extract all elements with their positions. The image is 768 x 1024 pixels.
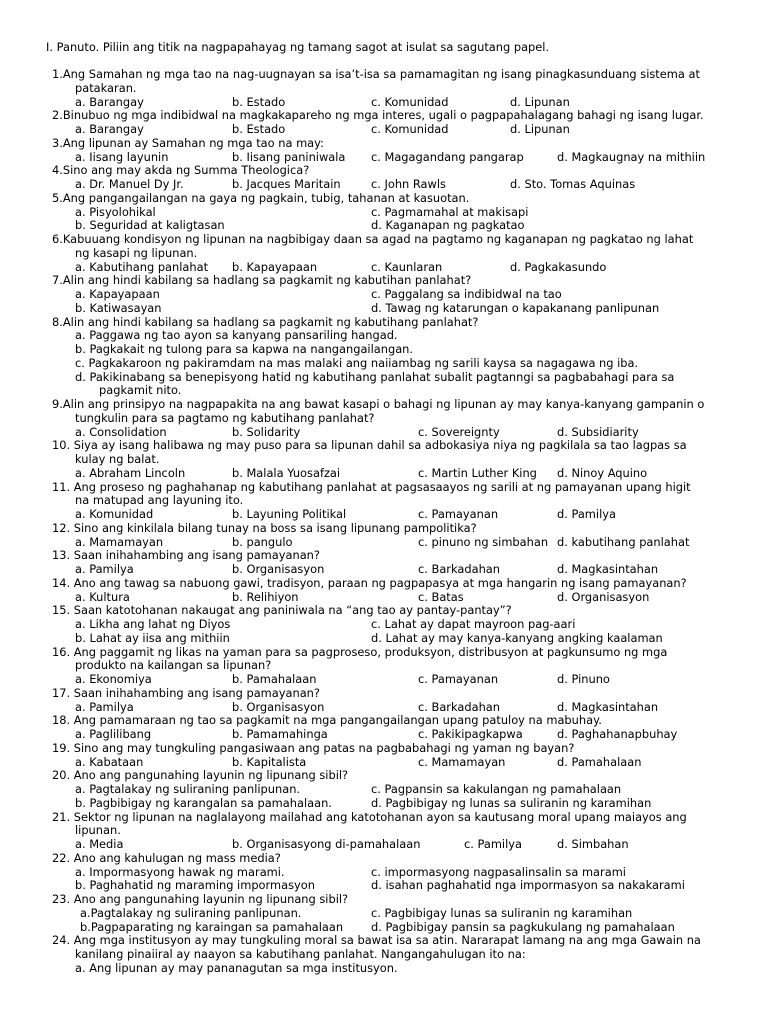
answer-option: d. Pagbibigay ng lunas sa suliranin ng karamihan [371,795,652,810]
answer-option: d. Pinuno [557,672,610,686]
answer-option: d. Magkaugnay na mithiin [557,149,706,164]
answer-option: b. Pamahalaan [232,672,317,686]
answer-option: c. Komunidad [371,122,449,136]
question-text: lipunan. [75,823,121,838]
answer-option: d. Magkasintahan [557,699,659,714]
answer-option: c. Pamilya [464,837,522,851]
question-text: 6.Kabuuang kondisyon ng lipunan na nagbibigay daan sa agad na pagtamo ng kaganapan ng pagkatao ng lahat [52,232,694,246]
question-text: 21. Sektor ng lipunan na naglalayong mailahad ang katotohanan ayon sa kautusang moral upang maiayos ang [52,809,687,824]
answer-option: a. Likha ang lahat ng Diyos [75,617,231,631]
answer-option: pagkamit nito. [99,383,182,398]
answer-option: b. Layuning Politikal [232,507,347,521]
answer-option: c. Pagpansin sa kakulangan ng pamahalaan [371,782,622,796]
answer-option: c. Barkadahan [418,699,500,714]
answer-option: c. Magagandang pangarap [371,149,524,164]
answer-option: d. Organisasyon [557,589,650,604]
answer-option: c. Pagbibigay lunas sa suliranin ng karamihan [371,905,633,920]
answer-option: b.Pagpaparating ng karaingan sa pamahalaan [80,919,344,934]
answer-option: a. Abraham Lincoln [75,465,186,480]
answer-option: d. Pagbibigay pansin sa pagkukulang ng pamahalaan [371,919,675,934]
question-text: na matupad ang layuning ito. [75,493,244,508]
question-text: kanilang pinaiiral ay naayon sa kabutihang panlahat. Nangangahulugan ito na: [75,947,526,961]
answer-option: b. Jacques Maritain [232,177,341,191]
answer-option: a. Komunidad [75,507,154,521]
answer-option: d. Ninoy Aquino [557,465,648,480]
answer-option: b. Kapitalista [232,754,307,769]
answer-option: b. Estado [232,94,286,109]
answer-option: b. Katiwasayan [75,300,162,315]
answer-option: c. pinuno ng simbahan [418,534,549,549]
answer-option: c. Sovereignty [418,424,500,439]
answer-option: a. Media [75,837,124,851]
answer-option: c. Martin Luther King [418,465,537,480]
question-text: tungkulin para sa pagtamo ng kabutihang panlahat? [75,410,375,425]
answer-option: b. Pagbibigay ng karangalan sa pamahalaan. [75,795,332,810]
question-text: 11. Ang proseso ng paghahanap ng kabutihang panlahat at pagsasaayos ng sarili at ng pamayanan upang higit [52,479,691,494]
question-text: kulay ng balat. [75,452,160,466]
question-text: 2.Binubuo ng mga indibidwal na magkakapareho ng mga interes, ugali o pagpapahalagang bahagi ng isang lugar. [52,108,704,123]
answer-option: a. Paggawa ng tao ayon sa kanyang pansariling hangad. [75,328,398,343]
question-text: 12. Sino ang kinkilala bilang tunay na boss sa isang lipunang pampolitika? [52,520,477,535]
answer-option: a. Mamamayan [75,534,164,549]
question-text: 5.Ang pangangailangan na gaya ng pagkain, tubig, tahanan at kasuotan. [52,190,470,205]
answer-option: a. Paglilibang [75,727,152,741]
answer-option: a.Pagtalakay ng suliraning panlipunan. [80,905,302,920]
answer-option: b. Seguridad at kaligtasan [75,218,225,233]
instructions-header: I. Panuto. Piliin ang titik na nagpapahayag ng tamang sagot at isulat sa sagutang papel. [46,40,550,54]
answer-option: b. Organisasyon [232,699,325,714]
answer-option: a. Pisyolohikal [75,204,156,219]
answer-option: a. Kabataan [75,754,144,769]
question-text: 24. Ang mga institusyon ay may tungkuling moral sa bawat isa sa atin. Nararapat lamang na ang mga Gawain na [52,933,701,948]
answer-option: a. Consolidation [75,424,167,439]
answer-option: b. pangulo [232,534,293,549]
answer-option: a. Iisang layunin [75,149,169,164]
answer-option: d. Kaganapan ng pagkatao [371,218,525,233]
answer-option: b. Pamamahinga [232,727,328,741]
answer-option: a. Kapayapaan [75,287,160,301]
answer-option: b. Solidarity [232,424,301,439]
answer-option: d. kabutihang panlahat [557,534,690,549]
question-text: produkto na kailangan sa lipunan? [75,658,272,673]
answer-option: d. Subsidiarity [557,424,639,439]
answer-option: a. Pamilya [75,699,134,714]
answer-option: d. Magkasintahan [557,562,659,576]
question-text: 17. Saan inihahambing ang isang pamayanan? [52,685,320,700]
answer-option: b. Relihiyon [232,589,299,604]
answer-option: d. Paghahanapbuhay [557,727,678,741]
answer-option: d. isahan paghahatid nga impormasyon sa nakakarami [371,878,685,893]
answer-option: b. Malala Yuosafzai [232,465,341,480]
answer-option: c. Kaunlaran [371,259,443,274]
answer-option: d. Lahat ay may kanya-kanyang angking kaalaman [371,630,663,645]
answer-option: d. Sto. Tomas Aquinas [510,177,636,191]
answer-option: d. Pakikinabang sa benepisyong hatid ng kabutihang panlahat subalit pagtanngi sa pagbabahagi para sa [75,369,675,384]
answer-option: c. John Rawls [371,177,446,191]
answer-option: b. Lahat ay iisa ang mithiin [75,630,230,645]
answer-option: a. Impormasyong hawak ng marami. [75,864,285,879]
answer-option: a. Ekonomiya [75,672,152,686]
answer-option: c. Pakikipagkapwa [418,727,523,741]
question-text: 8.Alin ang hindi kabilang sa hadlang sa pagkamit ng kabutihang panlahat? [52,314,479,329]
question-text: 7.Alin ang hindi kabilang sa hadlang sa pagkamit ng kabutihan panlahat? [52,273,472,288]
answer-option: c. Komunidad [371,94,449,109]
question-text: 3.Ang lipunan ay Samahan ng mga tao na may: [52,135,324,150]
answer-option: b. Kapayapaan [232,259,318,274]
answer-option: d. Pamahalaan [557,754,642,769]
answer-option: d. Lipunan [510,122,570,136]
question-text: 1.Ang Samahan ng mga tao na nag-uugnayan sa isa’t-isa sa pamamagitan ng isang pinagkasunduang sistema at [52,67,700,81]
question-text: 23. Ano ang pangunahing layunin ng lipunang sibil? [52,892,349,906]
answer-option: c. Pamayanan [418,672,499,686]
answer-option: b. Organisasyong di-pamahalaan [232,837,421,851]
answer-option: a. Barangay [75,94,144,109]
answer-option: b. Estado [232,122,286,136]
answer-option: a. Ang lipunan ay may pananagutan sa mga institusyon. [75,960,398,975]
answer-option: d. Pamilya [557,507,616,521]
answer-option: a. Pagtalakay ng suliraning panlipunan. [75,782,301,796]
answer-option: a. Kabutihang panlahat [75,259,209,274]
answer-option: d. Tawag ng katarungan o kapakanang panlipunan [371,300,660,315]
question-text: 4.Sino ang may akda ng Summa Theologica? [52,163,310,178]
question-text: patakaran. [75,80,137,95]
question-text: 16. Ang paggamit ng likas na yaman para sa pagproseso, produksyon, distribusyon at pagkunsumo ng mga [52,644,668,659]
answer-option: c. impormasyong nagpasalinsalin sa marami [371,864,626,879]
answer-option: c. Paggalang sa indibidwal na tao [371,287,562,301]
question-text: 18. Ang pamamaraan ng tao sa pagkamit na mga pangangailangan upang patuloy na mabuhay. [52,713,602,728]
answer-option: b. Paghahatid ng maraming impormasyon [75,878,315,893]
question-text: ng kasapi ng lipunan. [75,245,198,260]
question-text: 20. Ano ang pangunahing layunin ng lipunang sibil? [52,768,349,783]
answer-option: b. Iisang paniniwala [232,149,346,164]
answer-option: c. Mamamayan [418,754,506,769]
answer-option: a. Kultura [75,589,130,604]
answer-option: a. Dr. Manuel Dy Jr. [75,177,184,191]
answer-option: d. Simbahan [557,837,629,851]
question-text: 9.Alin ang prinsipyo na nagpapakita na ang bawat kasapi o bahagi ng lipunan ay may kanya-kanyang gampanin o [52,397,705,411]
question-text: 13. Saan inihahambing ang isang pamayanan? [52,548,320,563]
answer-option: c. Pamayanan [418,507,499,521]
answer-option: b. Pagkakait ng tulong para sa kapwa na nangangailangan. [75,342,414,356]
question-text: 19. Sino ang may tungkuling pangasiwaan ang patas na pagbabahagi ng yaman ng bayan? [52,740,575,755]
answer-option: c. Pagmamahal at makisapi [371,204,529,219]
answer-option: d. Lipunan [510,94,570,109]
answer-option: c. Barkadahan [418,562,500,576]
answer-option: a. Pamilya [75,562,134,576]
answer-option: c. Pagkakaroon ng pakiramdam na mas malaki ang naiiambag ng sarili kaysa sa nagagawa ng iba. [75,355,639,370]
answer-option: c. Lahat ay dapat mayroon pag-aari [371,617,576,631]
answer-option: b. Organisasyon [232,562,325,576]
answer-option: c. Batas [418,589,464,604]
question-text: 14. Ano ang tawag sa nabuong gawi, tradisyon, paraan ng pagpapasya at mga hangarin ng isang pamayanan? [52,575,687,590]
answer-option: d. Pagkakasundo [510,259,607,274]
question-text: 10. Siya ay isang halibawa ng may puso para sa lipunan dahil sa adbokasiya niya ng pagkilala sa tao lagpas sa [52,438,687,453]
question-text: 22. Ano ang kahulugan ng mass media? [52,850,281,865]
answer-option: a. Barangay [75,122,144,136]
question-text: 15. Saan katotohanan nakaugat ang paniniwala na “ang tao ay pantay-pantay”? [52,603,512,618]
